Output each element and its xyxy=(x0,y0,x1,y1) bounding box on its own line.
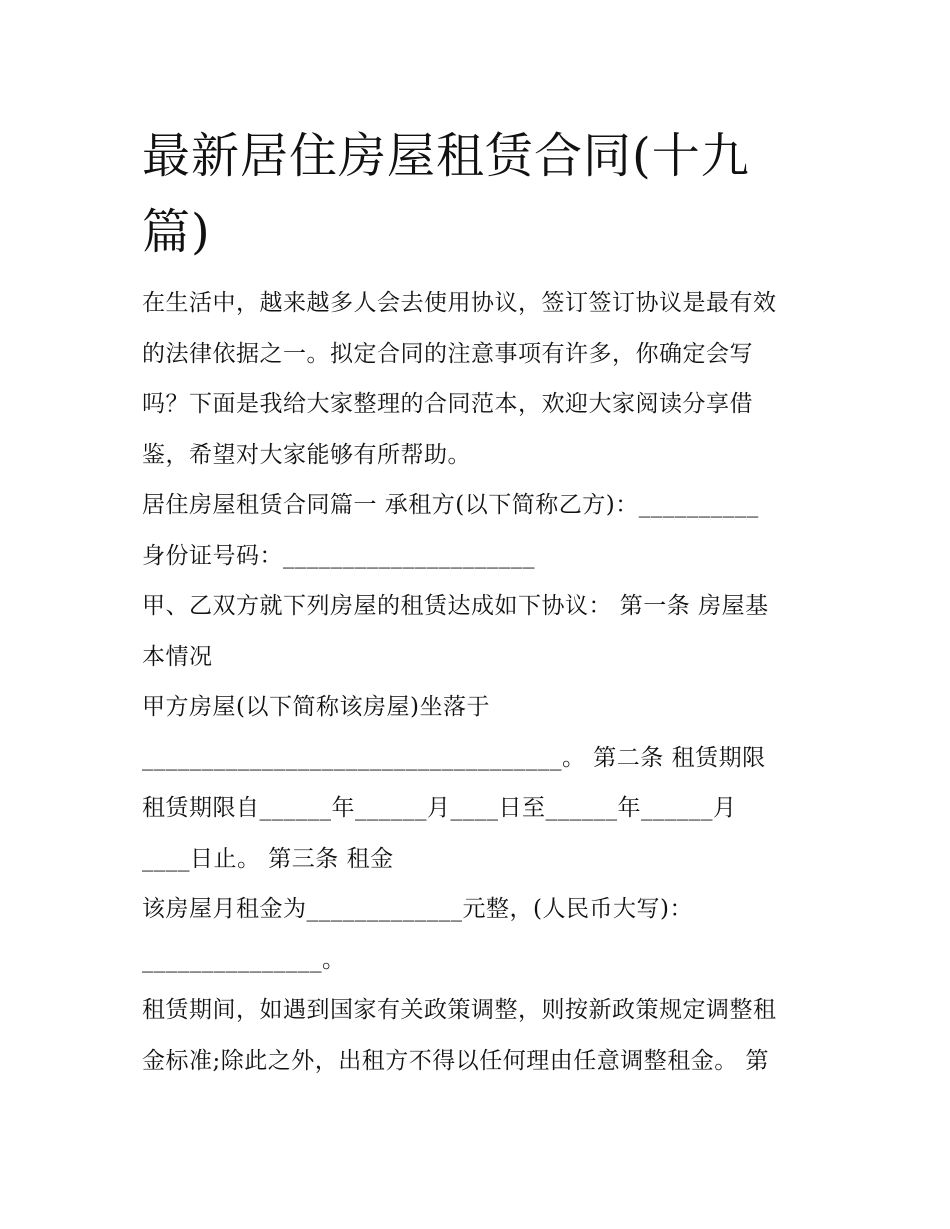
body-line: 租赁期限自______年______月____日至______年______月 xyxy=(142,795,737,821)
body-line: 甲、乙双方就下列房屋的租赁达成如下协议： 第一条 房屋基 xyxy=(142,593,769,619)
title-line-2: 篇) xyxy=(142,204,211,260)
body-line: 在生活中，越来越多人会去使用协议，签订签订协议是最有效 xyxy=(142,290,777,316)
title-line-1: 最新居住房屋租赁合同(十九 xyxy=(142,128,750,184)
body-line: 鉴，希望对大家能够有所帮助。 xyxy=(142,441,471,468)
body-line: ___________________________________。 第二条 租赁期限 xyxy=(142,744,766,771)
body-line: 甲方房屋(以下简称该房屋)坐落于 xyxy=(142,694,490,720)
body-line: 吗？下面是我给大家整理的合同范本，欢迎大家阅读分享借 xyxy=(142,391,753,417)
document-body xyxy=(142,278,832,1086)
body-line: 居住房屋租赁合同篇一 承租方(以下简称乙方)：__________ xyxy=(142,492,759,518)
body-line: 本情况 xyxy=(142,643,213,670)
body-line: 该房屋月租金为_____________元整，(人民币大写)： xyxy=(142,896,693,922)
body-line: _______________。 xyxy=(142,946,346,973)
body-line: 的法律依据之一。拟定合同的注意事项有许多，你确定会写 xyxy=(142,340,753,367)
body-line: ____日止。 第三条 租金 xyxy=(142,845,394,872)
body-line: 身份证号码：_____________________ xyxy=(142,542,535,569)
document-title xyxy=(142,118,822,270)
body-line: 租赁期间，如遇到国家有关政策调整，则按新政策规定调整租 xyxy=(142,997,777,1023)
body-line: 金标准;除此之外，出租方不得以任何理由任意调整租金。 第 xyxy=(142,1047,770,1074)
